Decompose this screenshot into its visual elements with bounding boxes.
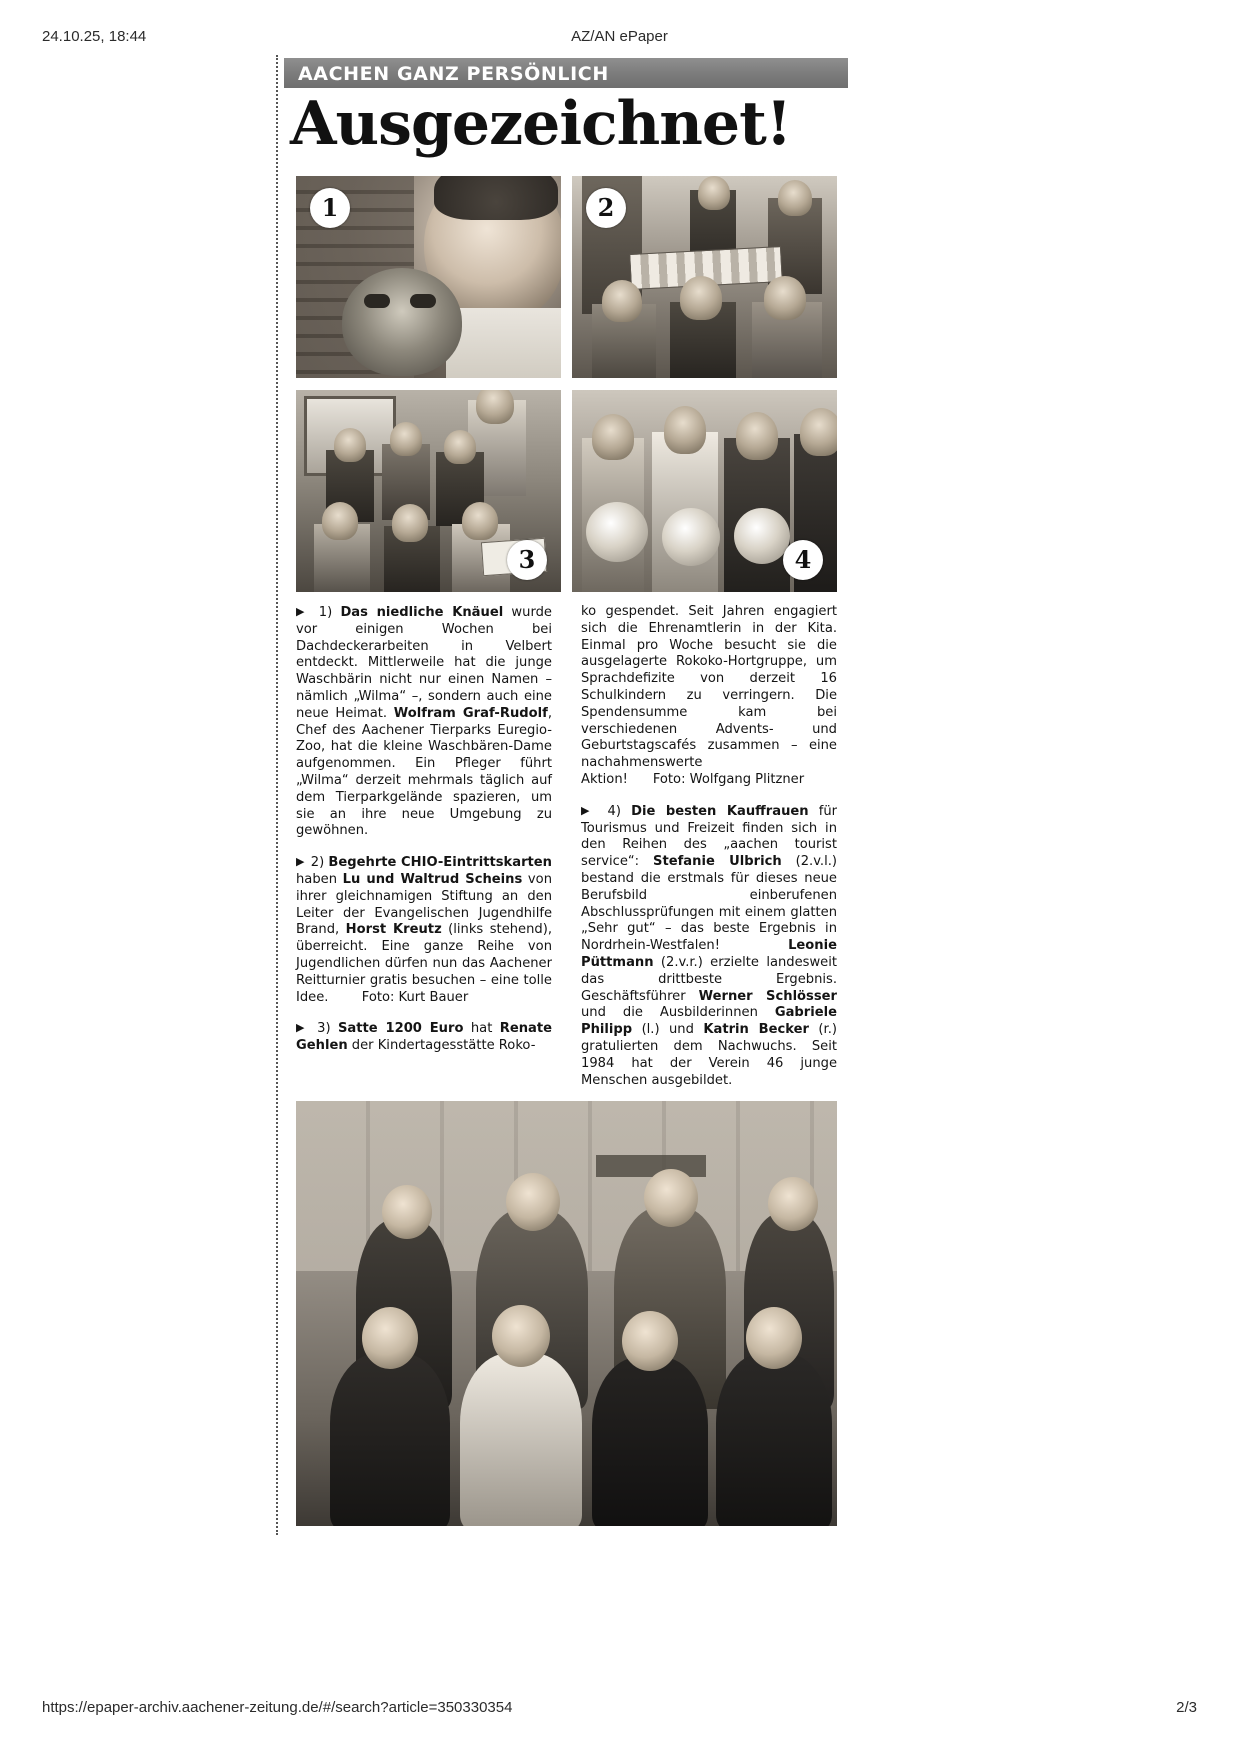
newspaper-article — [284, 58, 848, 1528]
article-column-right — [581, 604, 837, 1103]
photo-4-bouquet-1 — [586, 502, 648, 562]
photo-badge-2: 2 — [586, 188, 626, 228]
article-paragraph-2 — [296, 854, 552, 1006]
photo-5-front-person-2 — [460, 1353, 582, 1526]
print-footer — [0, 1699, 1239, 1719]
paragraph-marker-icon: ▶ — [296, 855, 307, 869]
page-cut-line — [276, 55, 278, 1535]
photo-1-raccoon — [342, 268, 462, 376]
photo-4-head-1 — [592, 414, 634, 460]
photo-5-back-head-4 — [768, 1177, 818, 1231]
photo-5-front-head-2 — [492, 1305, 550, 1367]
paragraph-marker-icon: ▶ — [296, 1021, 310, 1035]
article-photo-4 — [572, 390, 837, 592]
photo-3-child-head-6 — [462, 502, 498, 540]
photo-2-head-front-2 — [680, 276, 722, 320]
article-photo-5 — [296, 1101, 837, 1526]
photo-2-head-front-3 — [764, 276, 806, 320]
section-kicker-bar — [284, 58, 848, 88]
paragraph-marker-icon: ▶ — [296, 605, 311, 618]
paragraph-2-text: 2) Begehrte CHIO-Eintrittskarten haben Lu und Waltrud Scheins von ihrer gleichnamigen Stiftung an den Leiter der Evangelischen Jugendhilfe Brand, Horst Kreutz (links stehend), überreicht. Eine ganze Reihe von Jugendlichen dürfen nun das Aachener Reitturnier gratis besuchen – eine tolle Idee. Foto: Kurt Bauer — [296, 855, 553, 1005]
article-paragraph-4 — [581, 803, 837, 1090]
photo-1-man-hair — [434, 176, 558, 220]
photo-4-head-3 — [736, 412, 778, 460]
article-paragraph-3 — [296, 1020, 552, 1055]
photo-3-child-head-3 — [444, 430, 476, 464]
paragraph-3-continued-text: ko gespendet. Seit Jahren engagiert sich die Ehrenamtlerin in der Kita. Einmal pro Woche besucht sie die ausgelagerte Rokoko-Hortgruppe, um Sprachdefizite von derzeit 16 Schulkindern zu verringern. Die Spendensumme kam bei verschiedenen Advents- und Geburtstagscafés zusammen – eine nachahmenswerte Aktion! Foto: Wolfgang Plitzner — [581, 604, 837, 787]
photo-badge-1: 1 — [310, 188, 350, 228]
photo-badge-4: 4 — [783, 540, 823, 580]
article-body — [296, 604, 838, 1088]
photo-5-front-person-4 — [716, 1353, 832, 1526]
article-headline: Ausgezeichnet! — [290, 89, 792, 159]
photo-4-bouquet-3 — [734, 508, 790, 564]
paragraph-marker-icon: ▶ — [581, 803, 598, 817]
print-footer-url: https://epaper-archiv.aachener-zeitung.de/#/search?article=350330354 — [42, 1699, 513, 1716]
photo-2-head-back-1 — [698, 176, 730, 210]
section-kicker-label: AACHEN GANZ PERSÖNLICH — [298, 63, 609, 85]
photo-5-back-head-2 — [506, 1173, 560, 1231]
print-header-title: AZ/AN ePaper — [571, 28, 668, 45]
article-photo-2 — [572, 176, 837, 378]
photo-5-front-head-3 — [622, 1311, 678, 1371]
paragraph-4-text: 4) Die besten Kauffrauen für Tourismus und Freizeit finden sich in den Reihen des „aachen tourist service“: Stefanie Ulbrich (2.v.l.) bestand die erstmals für dieses neue Berufsbild einberufenen Abschlussprüfungen mit einem glatten „Sehr gut“ – das beste Ergebnis in Nordrhein-Westfalen! Leonie Püttmann (2.v.r.) erzielte landesweit das drittbeste Ergebnis. Geschäftsführer Werner Schlösser und die Ausbilderinnen Gabriele Philipp (l.) und Katrin Becker (r.) gratulierten dem Nachwuchs. Seit 1984 hat der Verein 46 junge Menschen ausgebildet. — [581, 803, 838, 1088]
photo-5-front-person-3 — [592, 1357, 708, 1526]
photo-3-child-head-5 — [392, 504, 428, 542]
photo-1-man-shirt — [446, 308, 561, 378]
photo-5-front-head-1 — [362, 1307, 418, 1369]
paragraph-1-text: 1) Das niedliche Knäuel wurde vor einigen Wochen bei Dachdeckerarbeiten in Velbert entdeckt. Mittlerweile hat die junge Waschbärin nicht nur einen Namen – nämlich „Wilma“ –, sondern auch eine neue Heimat. Wolfram Graf-Rudolf, Chef des Aachener Tierparks Euregio-Zoo, hat die kleine Waschbären-Dame aufgenommen. Ein Pfleger führt „Wilma“ derzeit mehrmals täglich auf dem Tierparkgelände spazieren, um sie an ihre neue Umgebung zu gewöhnen. — [296, 605, 552, 839]
photo-2-head-front-1 — [602, 280, 642, 322]
photo-3-adult-head — [476, 390, 514, 424]
print-header-timestamp: 24.10.25, 18:44 — [42, 28, 147, 45]
photo-3-child-head-1 — [334, 428, 366, 462]
photo-5-back-head-3 — [644, 1169, 698, 1227]
article-paragraph-1 — [296, 604, 552, 840]
photo-5-front-person-1 — [330, 1353, 450, 1526]
article-column-left — [296, 604, 552, 1069]
paragraph-3-text: 3) Satte 1200 Euro hat Renate Gehlen der Kindertagesstätte Roko- — [296, 1021, 552, 1054]
photo-5-sign — [596, 1155, 706, 1177]
article-photo-1 — [296, 176, 561, 378]
photo-5-front-head-4 — [746, 1307, 802, 1369]
photo-3-child-head-4 — [322, 502, 358, 540]
photo-4-head-4 — [800, 408, 837, 456]
print-header — [0, 28, 1239, 48]
photo-2-head-back-2 — [778, 180, 812, 216]
article-paragraph-3-continued — [581, 604, 837, 789]
photo-badge-3: 3 — [507, 540, 547, 580]
print-footer-page-number: 2/3 — [1176, 1699, 1197, 1716]
photo-5-back-head-1 — [382, 1185, 432, 1239]
photo-4-head-2 — [664, 406, 706, 454]
photo-3-child-head-2 — [390, 422, 422, 456]
photo-4-bouquet-2 — [662, 508, 720, 566]
article-photo-3 — [296, 390, 561, 592]
